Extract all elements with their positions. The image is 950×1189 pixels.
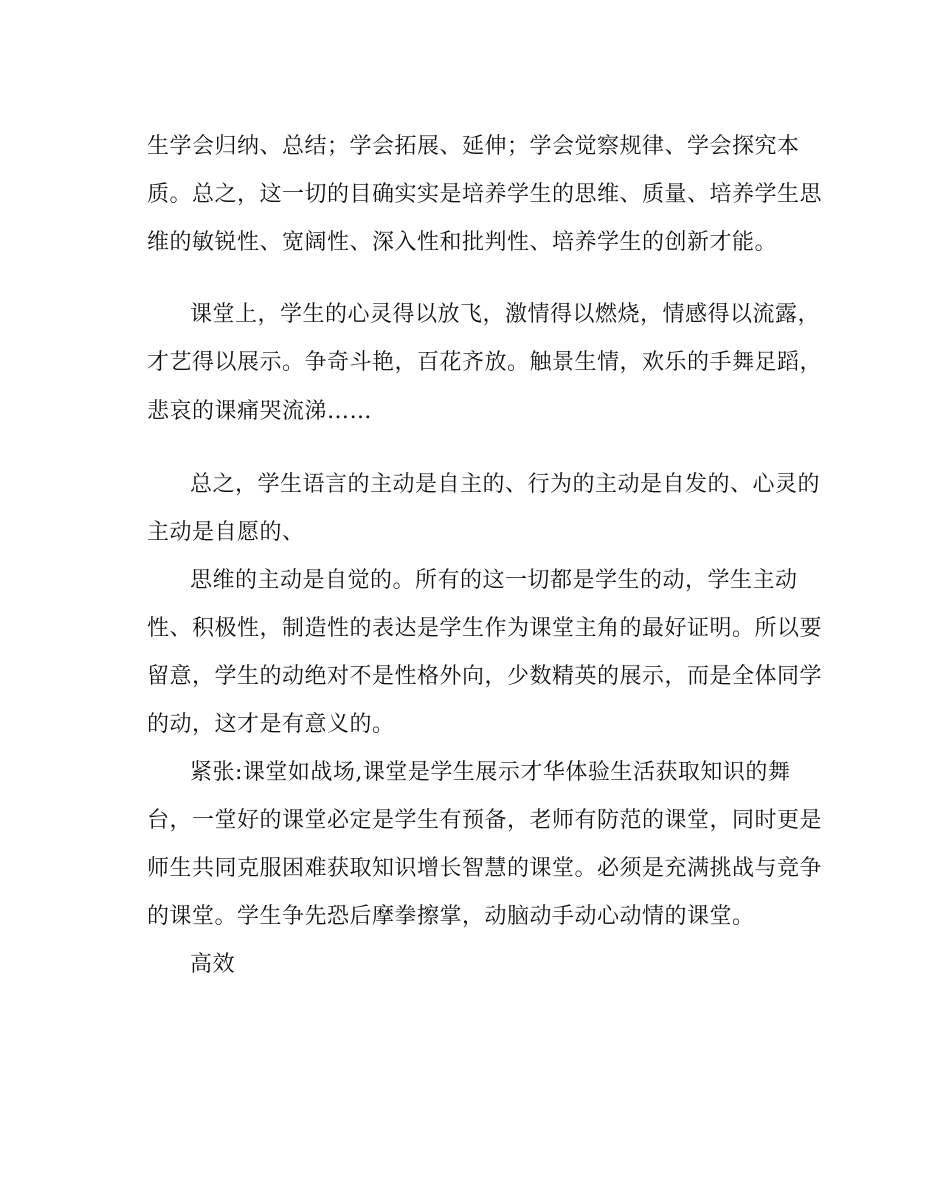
text-line: 留意，学生的动绝对不是性格外向，少数精英的展示，而是全体同学 xyxy=(147,664,823,689)
text-line: 主动是自愿的、 xyxy=(147,520,305,545)
text-line: 台，一堂好的课堂必定是学生有预备，老师有防范的课堂，同时更是 xyxy=(147,808,823,833)
text-line: 课堂上，学生的心灵得以放飞，激情得以燃烧，情感得以流露， xyxy=(190,302,821,327)
text-line: 的课堂。学生争先恐后摩拳擦掌，动脑动手动心动情的课堂。 xyxy=(147,904,755,929)
text-line: 高效 xyxy=(190,952,236,977)
text-line: 的动，这才是有意义的。 xyxy=(147,712,395,737)
text-line: 生学会归纳、总结；学会拓展、延伸；学会觉察规律、学会探究本 xyxy=(147,134,800,159)
text-line: 思维的主动是自觉的。所有的这一切都是学生的动，学生主动 xyxy=(190,568,798,593)
text-line: 才艺得以展示。争奇斗艳，百花齐放。触景生情，欢乐的手舞足蹈， xyxy=(147,350,823,375)
text-line: 维的敏锐性、宽阔性、深入性和批判性、培养学生的创新才能。 xyxy=(147,230,778,255)
text-line: 总之，学生语言的主动是自主的、行为的主动是自发的、心灵的 xyxy=(190,472,821,497)
text-line: 性、积极性，制造性的表达是学生作为课堂主角的最好证明。所以要 xyxy=(147,616,823,641)
text-line: 师生共同克服困难获取知识增长智慧的课堂。必须是充满挑战与竞争 xyxy=(147,856,823,881)
text-line: 紧张:课堂如战场,课堂是学生展示才华体验生活获取知识的舞 xyxy=(190,760,791,785)
text-line: 悲哀的课痛哭流涕…… xyxy=(147,399,373,424)
text-line: 质。总之，这一切的目确实实是培养学生的思维、质量、培养学生思 xyxy=(147,182,823,207)
